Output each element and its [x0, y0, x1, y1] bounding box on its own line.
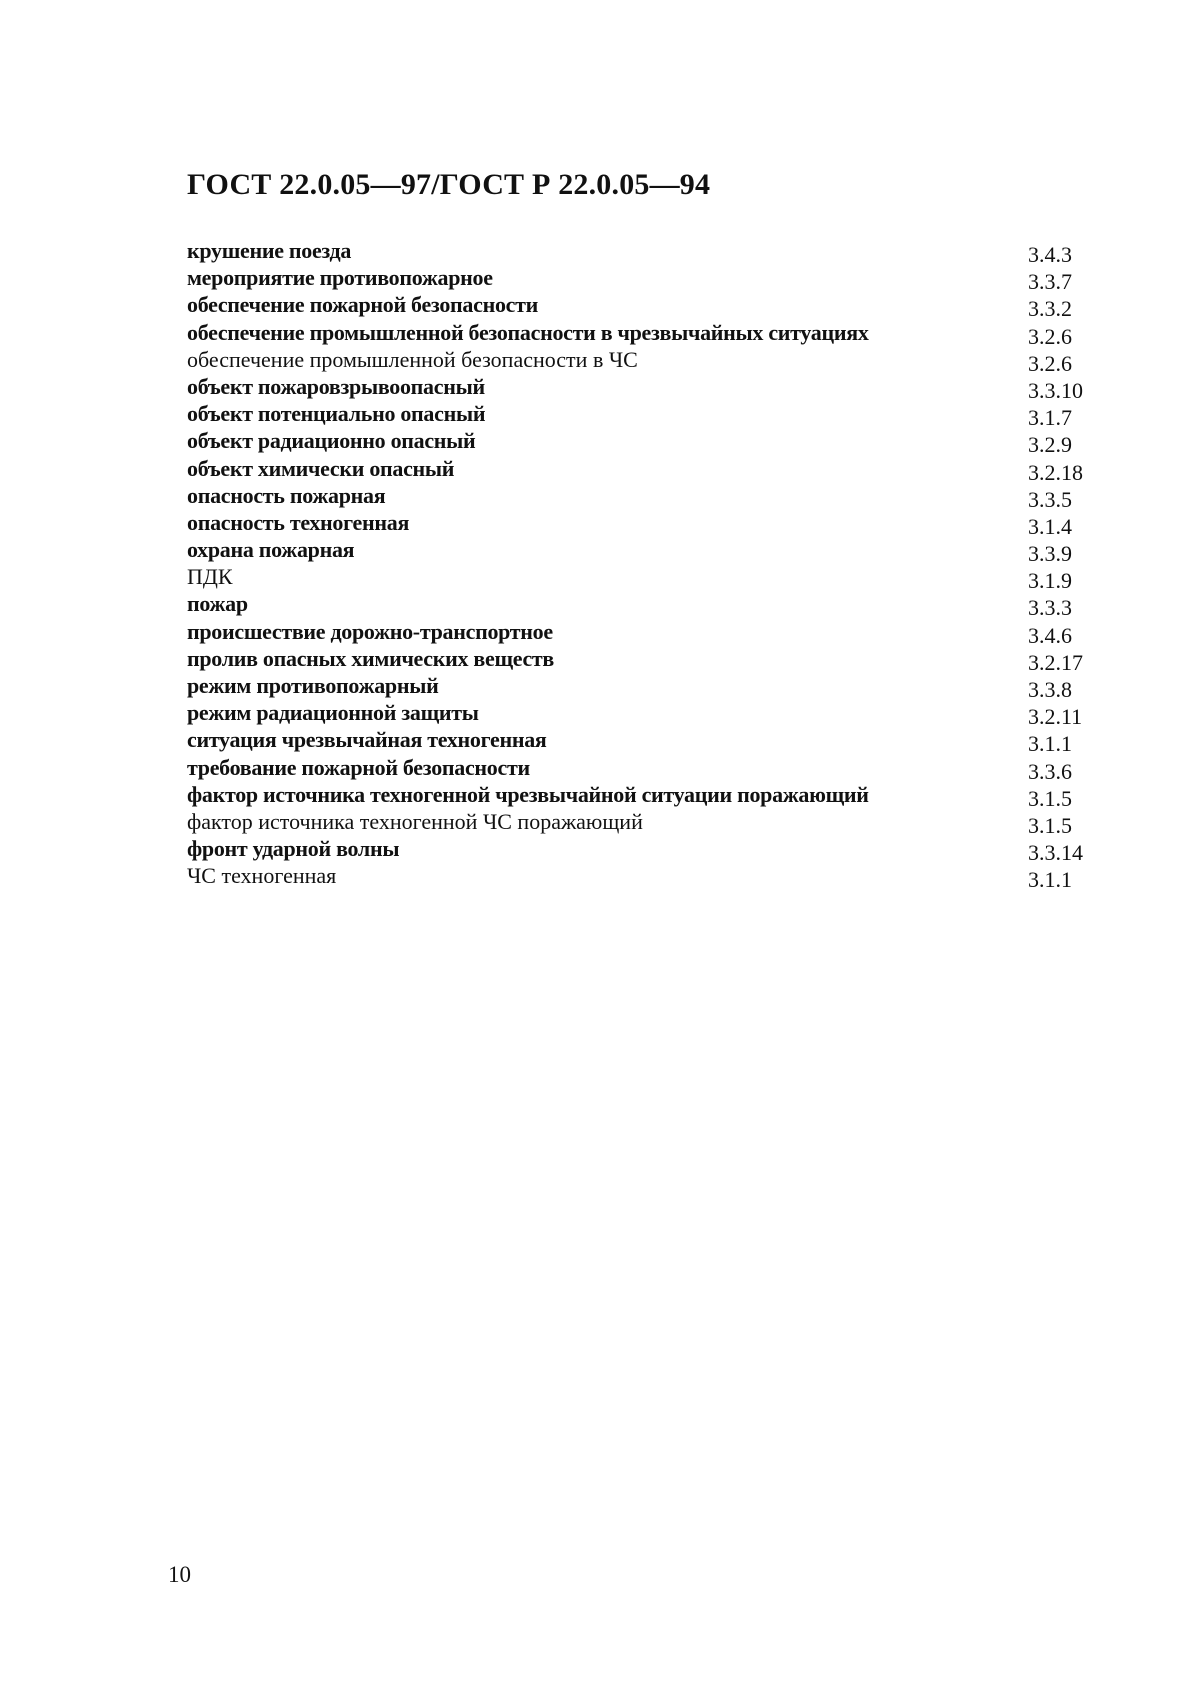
index-section-ref: 3.1.7	[1028, 405, 1072, 431]
index-entry	[187, 483, 1087, 510]
index-section-ref: 3.3.3	[1028, 595, 1072, 621]
index-term: охрана пожарная	[187, 537, 355, 563]
index-term: требование пожарной безопасности	[187, 754, 530, 780]
index-entry	[187, 863, 1087, 893]
index-term: объект радиационно опасный	[187, 428, 476, 454]
index-entry	[187, 265, 1087, 295]
term-index-list	[187, 238, 1087, 891]
index-entry	[187, 320, 1087, 347]
index-section-ref: 3.3.14	[1028, 840, 1083, 866]
index-entry	[187, 510, 1087, 537]
index-section-ref: 3.3.5	[1028, 486, 1072, 512]
index-entry	[187, 782, 1087, 809]
index-section-ref: 3.3.9	[1028, 541, 1072, 567]
index-entry	[187, 374, 1087, 401]
index-section-ref: 3.1.1	[1028, 731, 1072, 757]
index-section-ref: 3.3.7	[1028, 269, 1072, 295]
index-term: крушение поезда	[187, 238, 352, 263]
index-entry	[187, 700, 1087, 730]
index-term: опасность техногенная	[187, 509, 410, 535]
index-section-ref: 3.2.6	[1028, 323, 1072, 349]
index-term: режим радиационной защиты	[187, 700, 479, 726]
index-term: объект потенциально опасный	[187, 401, 486, 427]
index-term: обеспечение промышленной безопасности в ЧС	[187, 346, 638, 372]
index-term: обеспечение пожарной безопасности	[187, 292, 539, 318]
index-entry	[187, 591, 1087, 621]
index-term: ситуация чрезвычайная техногенная	[187, 727, 547, 753]
index-entry	[187, 809, 1087, 836]
page-number: 10	[168, 1562, 191, 1587]
index-entry	[187, 836, 1087, 866]
index-term: пролив опасных химических веществ	[187, 645, 555, 671]
index-entry	[187, 292, 1087, 322]
index-section-ref: 3.1.1	[1028, 867, 1072, 893]
index-term: объект химически опасный	[187, 455, 455, 481]
index-term: происшествие дорожно-транспортное	[187, 618, 553, 644]
index-term: объект пожаровзрывоопасный	[187, 373, 485, 399]
index-section-ref: 3.4.6	[1028, 622, 1072, 648]
index-entry	[187, 564, 1087, 594]
index-section-ref: 3.3.8	[1028, 677, 1072, 702]
index-section-ref: 3.2.9	[1028, 432, 1072, 458]
index-section-ref: 3.3.10	[1028, 377, 1083, 403]
index-term: пожар	[187, 591, 248, 617]
index-term: фактор источника техногенной ЧС поражающий	[187, 808, 643, 834]
index-term: фактор источника техногенной чрезвычайной ситуации поражающий	[187, 781, 869, 807]
index-section-ref: 3.3.6	[1028, 758, 1072, 784]
index-entry	[187, 428, 1087, 458]
index-entry	[187, 401, 1087, 431]
index-section-ref: 3.1.5	[1028, 812, 1072, 838]
index-section-ref: 3.1.4	[1028, 513, 1072, 539]
index-term: опасность пожарная	[187, 482, 386, 508]
index-entry	[187, 755, 1087, 782]
index-term: мероприятие противопожарное	[187, 265, 493, 291]
index-term: фронт ударной волны	[187, 836, 400, 862]
index-section-ref: 3.2.11	[1028, 704, 1083, 730]
index-entry	[187, 537, 1087, 567]
index-section-ref: 3.1.5	[1028, 785, 1072, 811]
index-term: ЧС техногенная	[187, 863, 337, 889]
index-entry	[187, 646, 1087, 673]
index-entry	[187, 347, 1087, 374]
index-section-ref: 3.2.17	[1028, 649, 1083, 675]
index-section-ref: 3.4.3	[1028, 242, 1072, 267]
index-section-ref: 3.2.6	[1028, 350, 1072, 376]
index-term: режим противопожарный	[187, 673, 439, 698]
index-term: ПДК	[187, 564, 233, 590]
index-section-ref: 3.3.2	[1028, 296, 1072, 322]
index-section-ref: 3.1.9	[1028, 568, 1072, 594]
index-entry	[187, 673, 1087, 700]
index-term: обеспечение промышленной безопасности в чрезвычайных ситуациях	[187, 319, 869, 345]
index-entry	[187, 238, 1087, 265]
page-header: ГОСТ 22.0.05—97/ГОСТ Р 22.0.05—94	[187, 168, 711, 201]
index-entry	[187, 727, 1087, 757]
index-entry	[187, 619, 1087, 646]
index-section-ref: 3.2.18	[1028, 459, 1083, 485]
index-entry	[187, 456, 1087, 483]
